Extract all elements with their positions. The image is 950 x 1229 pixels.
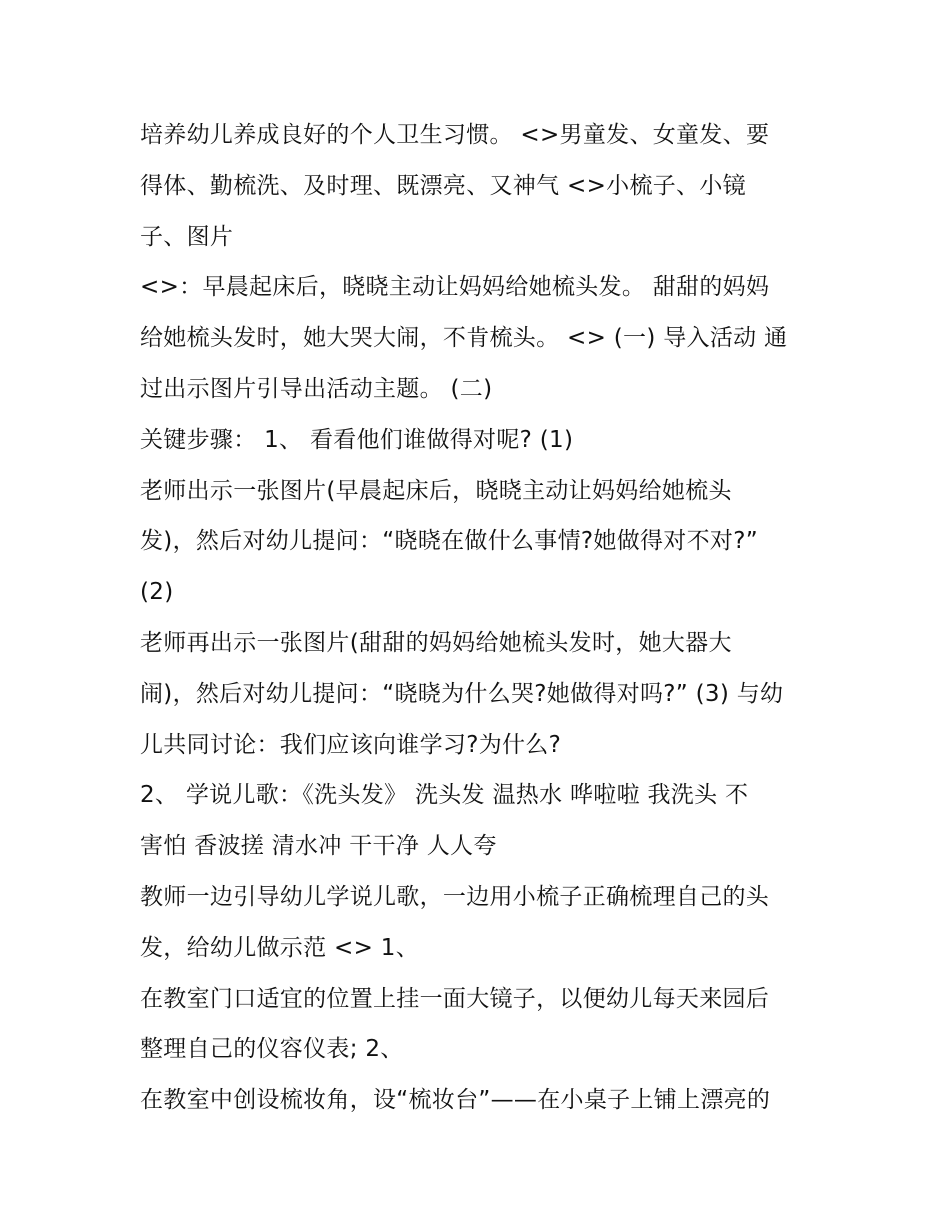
text-line-14: 2、 学说儿歌：《洗头发》 洗头发 温热水 哗啦啦 我洗头 不 xyxy=(140,782,749,809)
text-line-3: 子、图片 xyxy=(140,223,234,250)
text-line-4: <>：早晨起床后，晓晓主动让妈妈给她梳头发。 甜甜的妈妈 xyxy=(140,274,770,301)
text-line-5: 给她梳头发时，她大哭大闹，不肯梳头。 <> (一) 导入活动 通 xyxy=(140,325,788,352)
text-line-6: 过出示图片引导出活动主题。 (二) xyxy=(140,375,493,402)
text-line-19: 整理自己的仪容仪表; 2、 xyxy=(140,1036,404,1063)
text-line-20: 在教室中创设梳妆角，设“梳妆台”——在小桌子上铺上漂亮的 xyxy=(140,1087,771,1114)
text-line-18: 在教室门口适宜的位置上挂一面大镜子，以便幼儿每天来园后 xyxy=(140,985,770,1012)
text-line-9: 发)，然后对幼儿提问：“晓晓在做什么事情?她做得对不对?” xyxy=(140,528,758,555)
text-line-1: 培养幼儿养成良好的个人卫生习惯。 <>男童发、女童发、要 xyxy=(140,122,770,148)
text-line-10: (2) xyxy=(140,579,174,606)
text-line-13: 儿共同讨论：我们应该向谁学习?为什么? xyxy=(140,731,562,758)
text-line-8: 老师出示一张图片(早晨起床后，晓晓主动让妈妈给她梳头 xyxy=(140,477,732,504)
text-line-16: 教师一边引导幼儿学说儿歌，一边用小梳子正确梳理自己的头 xyxy=(140,883,770,910)
text-line-17: 发，给幼儿做示范 <> 1、 xyxy=(140,934,419,961)
text-line-7: 关键步骤： 1、 看看他们谁做得对呢? (1) xyxy=(140,426,574,453)
text-line-15: 害怕 香波搓 清水冲 干干净 人人夸 xyxy=(140,833,497,860)
document-body xyxy=(140,110,820,1126)
text-line-2: 得体、勤梳洗、及时理、既漂亮、又神气 <>小梳子、小镜 xyxy=(140,172,746,199)
text-line-11: 老师再出示一张图片(甜甜的妈妈给她梳头发时，她大器大 xyxy=(140,629,732,656)
text-line-12: 闹)，然后对幼儿提问：“晓晓为什么哭?她做得对吗?” (3) 与幼 xyxy=(140,680,784,707)
